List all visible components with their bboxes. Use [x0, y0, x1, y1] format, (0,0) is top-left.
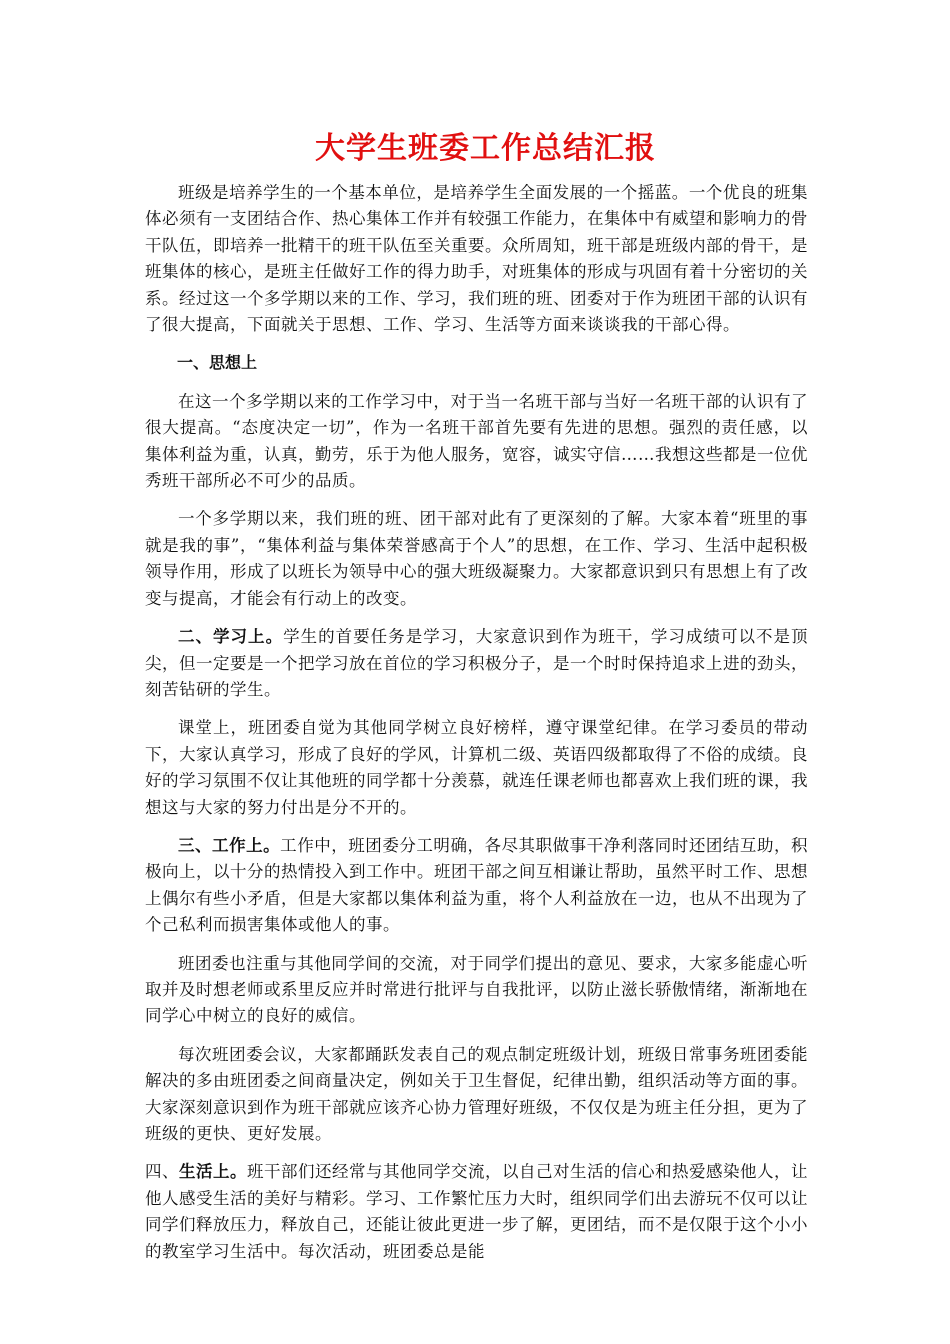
work-paragraph-2: 班团委也注重与其他同学间的交流，对于同学们提出的意见、要求，大家多能虚心听取并及时想老师或系里反应并时常进行批评与自我批评，以防止滋长骄傲情绪，渐渐地在同学心中树立的良好的威信。	[145, 953, 808, 1026]
study-paragraph-1-text: 学生的首要任务是学习，大家意识到作为班干，学习成绩可以不是顶尖，但一定要是一个把学习放在首位的学习积极分子，是一个时时保持追求上进的劲头，刻苦钻研的学生。	[145, 627, 809, 699]
work-paragraph-1	[145, 833, 808, 939]
thought-paragraph-2: 一个多学期以来，我们班的班、团干部对此有了更深刻的了解。大家本着“班里的事就是我的事”，“集体利益与集体荣誉感高于个人”的思想，在工作、学习、生活中起积极领导作用，形成了以班长为领导中心的强大班级凝聚力。大家都意识到只有思想上有了改变与提高，才能会有行动上的改变。	[145, 509, 808, 608]
work-paragraph-1-text: 工作中，班团委分工明确，各尽其职做事干净利落同时还团结互助，积极向上，以十分的热情投入到工作中。班团干部之间互相谦让帮助，虽然平时工作、思想上偶尔有些小矛盾，但是大家都以集体利益为重，将个人利益放在一边，也从不出现为了个己私利而损害集体或他人的事。	[145, 835, 809, 935]
study-paragraph-2: 课堂上，班团委自觉为其他同学树立良好榜样，遵守课堂纪律。在学习委员的带动下，大家认真学习，形成了良好的学风，计算机二级、英语四级都取得了不俗的成绩。良好的学习氛围不仅让其他班的同学都十分羡慕，就连任课老师也都喜欢上我们班的课，我想这与大家的努力付出是分不开的。	[145, 718, 808, 817]
work-paragraph-3: 每次班团委会议，大家都踊跃发表自己的观点制定班级计划，班级日常事务班团委能解决的多由班团委之间商量决定，例如关于卫生督促，纪律出勤，组织活动等方面的事。大家深刻意识到作为班干部就应该齐心协力管理好班级，不仅仅是为班主任分担，更为了班级的更快、更好发展。	[145, 1044, 808, 1143]
section-heading-study: 二、学习上。	[178, 627, 284, 647]
study-paragraph-1	[145, 624, 808, 703]
section-heading-life: 生活上。	[179, 1162, 247, 1182]
life-paragraph-1-text: 班干部们还经常与其他同学交流，以自己对生活的信心和热爱感染他人，让他人感受生活的美好与精彩。学习、工作繁忙压力大时，组织同学们出去游玩不仅可以让同学们释放压力，释放自己，还能让彼此更进一步了解，更团结，而不是仅限于这个小小的教室学习生活中。每次活动，班团委总是能	[145, 1162, 808, 1261]
page-title: 大学生班委工作总结汇报	[315, 131, 656, 166]
thought-paragraph-1: 在这一个多学期以来的工作学习中，对于当一名班干部与当好一名班干部的认识有了很大提高。“态度决定一切”，作为一名班干部首先要有先进的思想。强烈的责任感，以集体利益为重，认真，勤劳，乐于为他人服务，宽容，诚实守信……我想这些都是一位优秀班干部所必不可少的品质。	[145, 391, 808, 491]
section-number-life: 四、	[145, 1162, 179, 1182]
intro-paragraph: 班级是培养学生的一个基本单位，是培养学生全面发展的一个摇蓝。一个优良的班集体必须有一支团结合作、热心集体工作并有较强工作能力，在集体中有威望和影响力的骨干队伍，即培养一批精干的班干队伍至关重要。众所周知，班干部是班级内部的骨干，是班集体的核心，是班主任做好工作的得力助手，对班集体的形成与巩固有着十分密切的关系。经过这一个多学期以来的工作、学习，我们班的班、团委对于作为班团干部的认识有了很大提高，下面就关于思想、工作、学习、生活等方面来谈谈我的干部心得。	[145, 183, 808, 335]
section-heading-work: 三、工作上。	[178, 835, 281, 855]
document-page	[145, 130, 808, 1277]
life-paragraph-1	[145, 1159, 808, 1265]
section-heading-thought: 一、思想上	[177, 353, 258, 373]
